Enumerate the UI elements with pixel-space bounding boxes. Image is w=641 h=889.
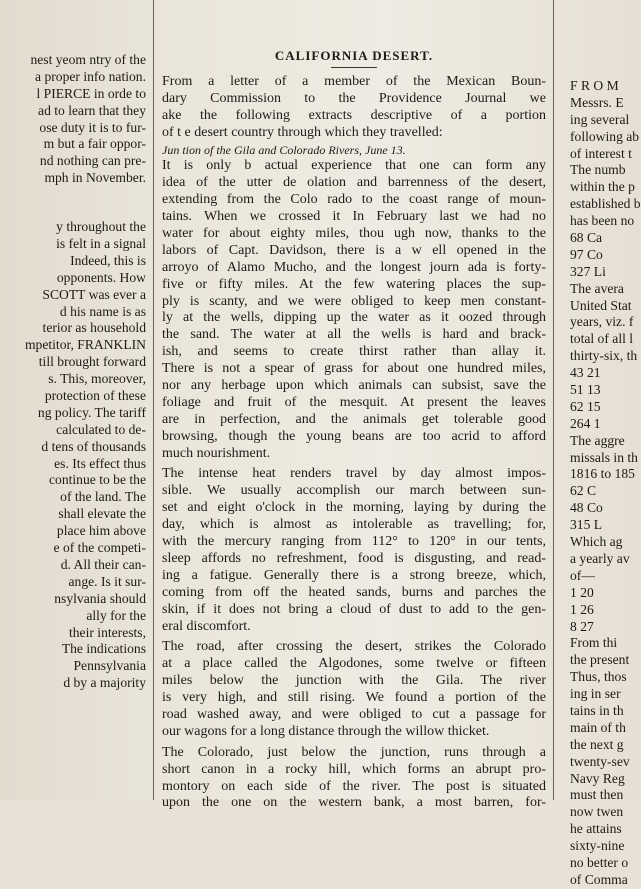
article-line: is very high, and still rising. We found a portion of the — [162, 690, 546, 706]
text-line: ng policy. The tariff — [37, 404, 146, 420]
text-line: SCOTT was ever a — [42, 286, 146, 302]
text-line: of Comma — [570, 871, 628, 887]
text-line: mph in November. — [44, 170, 146, 186]
article-line: short canon in a rocky hill, which forms an abrupt pro- — [162, 761, 546, 777]
text-line: ad to learn that they — [38, 102, 146, 118]
text-line: Navy Reg — [570, 770, 625, 786]
text-line: must then — [570, 787, 624, 803]
text-line: their interests, — [68, 624, 146, 640]
article-line: road washed away, and were obliged to cut a passage for — [162, 706, 546, 722]
article-line: foliage and fruit of the mesquit. At present the leaves — [162, 394, 546, 410]
article-line: labors of Capt. Davidson, there is a w ell opened in the — [162, 242, 546, 258]
article-line: browsing, though the young beans are too acrid to afford — [162, 428, 546, 444]
text-line: Which ag — [570, 534, 623, 550]
article-line: much nourishment. — [162, 445, 271, 461]
article-line: at a place called the Algodones, some twelve or fifteen — [162, 656, 546, 672]
text-line: Indeed, this is — [70, 252, 146, 268]
article-line: our wagons for a long distance through the willow thicket. — [162, 723, 490, 739]
text-line: within the p — [570, 179, 635, 195]
text-line: d his name is as — [59, 303, 146, 319]
article-line: idea of the utter de olation and barrenness of the desert, — [162, 175, 546, 191]
text-line: d tens of thousands — [41, 438, 146, 454]
text-line: d by a majority — [63, 675, 146, 691]
text-line: a yearly av — [570, 550, 630, 566]
text-line: m but a fair oppor- — [43, 136, 146, 152]
column-rule — [153, 0, 154, 800]
article-line: ing a fatigue. Generally there is a strong breeze, which, — [162, 567, 546, 583]
text-line: he attains — [570, 821, 622, 837]
article-line: the sand. The water at all the wells is hard and brack- — [162, 327, 546, 343]
text-line: the next g — [570, 736, 624, 752]
text-line: y throughout the — [56, 219, 146, 235]
text-line: United Stat — [570, 297, 632, 313]
text-line: thirty-six, th — [570, 348, 638, 364]
article-line: The intense heat renders travel by day almost impos- — [162, 466, 546, 482]
text-line: continue to be the — [48, 472, 146, 488]
text-line: 1 26 — [570, 601, 594, 617]
text-line: till brought forward — [38, 354, 146, 370]
article-line: ply is scanty, and we were obliged to keep men constant- — [162, 293, 546, 309]
text-line: l PIERCE in orde to — [36, 85, 146, 101]
text-line: ing in ser — [570, 686, 621, 702]
article-line: of t e desert country through which they travelled: — [162, 124, 443, 140]
article-line: five or fifty miles. At the few watering places the sup- — [162, 276, 546, 292]
text-line: place him above — [56, 523, 146, 539]
text-line: of the land. The — [60, 489, 146, 505]
article-line: extending from the Colo rado to the coast range of moun- — [162, 192, 546, 208]
text-line: Messrs. E — [570, 94, 624, 110]
text-line: 315 L — [570, 517, 603, 533]
article-line: with the mercury ranging from 112° to 120° in our tents, — [162, 534, 546, 550]
text-line: 1816 to 185 — [570, 466, 635, 482]
article-line: ish, and seems to create thirst rather than allay it. — [162, 344, 546, 360]
text-line: a proper info nation. — [35, 68, 146, 84]
text-line: of— — [570, 567, 595, 583]
text-line: es. Its effect thus — [54, 455, 146, 471]
text-line: nest yeom ntry of the — [30, 52, 146, 67]
text-line — [0, 187, 148, 219]
article-line: The road, after crossing the desert, strikes the Colorado — [162, 639, 546, 655]
text-line: calculated to de- — [56, 421, 146, 437]
article-line: arroyo of Alamo Mucho, and the longest journ ada is forty- — [162, 259, 546, 275]
article-line: The Colorado, just below the junction, runs through a — [162, 744, 546, 760]
text-line: 327 Li — [570, 263, 606, 279]
text-line: 68 Ca — [570, 230, 603, 246]
text-line: 1 20 — [570, 584, 594, 600]
text-line: e of the competi- — [53, 540, 146, 556]
text-line: main of th — [570, 719, 626, 735]
text-line: The indications — [61, 641, 146, 657]
text-line: 43 21 — [570, 365, 601, 381]
dateline: Jun tion of the Gila and Colorado Rivers, June 13. — [162, 142, 406, 157]
right-column — [556, 0, 641, 887]
article-line: ly at the wells, dipping up the water as it oozed through — [162, 310, 546, 326]
article-line: upon the one on the western bank, a most barren, for- — [162, 795, 546, 811]
text-line: 62 C — [570, 483, 597, 499]
article-line: day, which is almost as intolerable as travelling; for, — [162, 517, 546, 533]
text-line: no better o — [570, 854, 629, 870]
article-line: skin, if it does not bring a cloud of dust to add to the gen- — [162, 601, 546, 617]
text-line: The aggre — [570, 432, 625, 448]
text-line: established b — [570, 196, 641, 212]
text-line: Pennsylvania — [73, 658, 146, 674]
text-line: nsylvania should — [54, 590, 146, 606]
article-line: sible. We usually accomplish our march between sun- — [162, 483, 546, 499]
text-line: 97 Co — [570, 246, 603, 262]
article-line: eral discomfort. — [162, 618, 251, 634]
text-line: is felt in a signal — [56, 236, 146, 252]
text-line: d. All their can- — [60, 556, 146, 572]
text-line: From thi — [570, 635, 618, 651]
text-line: years, viz. f — [570, 314, 634, 330]
text-line: ange. Is it sur- — [68, 573, 146, 589]
article-line: coming from off the heated sands, burns and parches the — [162, 584, 546, 600]
column-rule — [553, 0, 554, 800]
article-headline: CALIFORNIA DESERT. — [274, 48, 434, 63]
text-line: 48 Co — [570, 500, 603, 516]
text-line: ing several — [570, 111, 630, 127]
article-line: set and eight o'clock in the morning, laying by during the — [162, 500, 546, 516]
article-body — [162, 74, 546, 812]
article-line: There is not a spear of grass for about one hundred miles, — [162, 361, 546, 377]
text-line: mpetitor, FRANKLIN — [24, 337, 146, 353]
text-line: shall elevate the — [58, 506, 146, 522]
article-line: nor any herbage upon which animals can subsist, save the — [162, 378, 546, 394]
text-line: 51 13 — [570, 382, 601, 398]
article-column — [158, 0, 550, 811]
article-line: are in perfection, and the animals get tolerable good — [162, 411, 546, 427]
text-line: has been no — [570, 213, 635, 229]
text-line: tains in th — [570, 702, 624, 718]
text-line: the present — [570, 652, 630, 668]
text-line: The avera — [570, 280, 624, 296]
article-line: It is only b actual experience that one can form any — [162, 158, 546, 174]
text-line: protection of these — [44, 388, 146, 404]
text-line: opponents. How — [56, 269, 146, 285]
article-line: tains. When we crossed it In February last we had no — [162, 209, 546, 225]
article-line: sleep affords no refreshment, food is disgusting, and read- — [162, 550, 546, 566]
article-line: From a letter of a member of the Mexican Boun- — [162, 74, 546, 89]
article-line: dary Commission to the Providence Journal we — [162, 90, 546, 106]
text-line: sixty-nine — [570, 838, 625, 854]
headline-rule — [331, 67, 377, 68]
text-line: nd nothing can pre- — [39, 153, 146, 169]
article-line: montory on each side of the river. The post is situated — [162, 778, 546, 794]
text-line: F R O M — [570, 78, 619, 93]
text-line: ose duty it is to fur- — [39, 119, 146, 135]
text-line: The numb — [570, 162, 626, 178]
text-line: terior as household — [42, 320, 146, 336]
text-line: twenty-sev — [570, 753, 630, 769]
text-line: 8 27 — [570, 618, 594, 634]
text-line: Thus, thos — [570, 669, 627, 685]
text-line: 264 1 — [570, 415, 601, 431]
text-line: s. This, moreover, — [48, 371, 146, 387]
text-line: ally for the — [86, 607, 146, 623]
article-line: water for about eighty miles, thou ugh now, thanks to the — [162, 226, 546, 242]
text-line: of interest t — [570, 145, 632, 161]
text-line: now twen — [570, 804, 624, 820]
article-line: ake the following extracts descriptive of a portion — [162, 107, 546, 123]
text-line: missals in th — [570, 449, 638, 465]
text-line: total of all l — [570, 331, 634, 347]
article-line: miles below the junction with the Gila. The river — [162, 673, 546, 689]
text-line: following ab — [570, 128, 640, 144]
text-line: 62 15 — [570, 398, 601, 414]
left-column — [0, 0, 148, 800]
